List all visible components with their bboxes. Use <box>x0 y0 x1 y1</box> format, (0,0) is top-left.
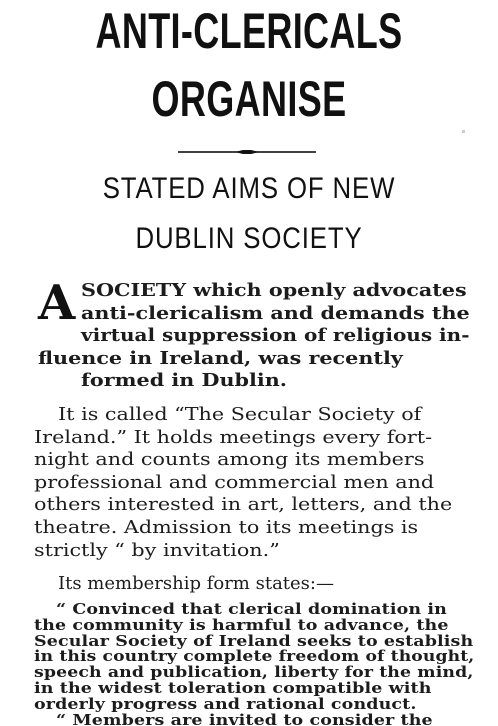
ornamental-rule <box>178 150 316 154</box>
headline-line-2: ORGANISE <box>151 71 347 127</box>
body-line: night and counts among its members <box>34 449 425 471</box>
lead-line: virtual suppression of religious in- <box>81 325 470 347</box>
lead-line: fluence in Ireland, was recently <box>38 347 403 369</box>
quote-line: speech and publication, liberty for the mind, <box>34 663 474 682</box>
subheadline-line-1: STATED AIMS OF NEW <box>102 172 396 205</box>
quote-line: orderly progress and rational conduct. <box>34 694 417 713</box>
quote-line: in this country complete freedom of thought, <box>34 647 475 666</box>
quote-line: “ Members are invited to consider the <box>56 710 433 726</box>
body-line: strictly “ by invitation.” <box>34 539 280 561</box>
quote-line: Secular Society of Ireland seeks to establish <box>34 631 474 650</box>
lead-line: formed in Dublin. <box>81 370 287 392</box>
quote-line: the community is harmful to advance, the <box>34 615 449 634</box>
quote-line: in the widest toleration compatible with <box>34 678 432 697</box>
quote-line: “ Convinced that clerical domination in <box>56 600 447 618</box>
lead-line: anti-clericalism and demands the <box>81 302 470 324</box>
lead-paragraph <box>38 275 470 393</box>
membership-intro: Its membership form states:— <box>58 573 334 594</box>
body-line: It is called “The Secular Society of <box>58 404 422 425</box>
headline-line-1: ANTI-CLERICALS <box>95 3 403 59</box>
body-line: others interested in art, letters, and the <box>34 494 453 516</box>
body-line: theatre. Admission to its meetings is <box>34 516 419 538</box>
drop-cap: A <box>38 275 76 331</box>
body-line: professional and commercial men and <box>34 471 435 493</box>
body-line: Ireland.” It holds meetings every fort- <box>34 426 433 448</box>
lead-line: SOCIETY which openly advocates <box>81 280 467 301</box>
quoted-form-text <box>34 602 474 726</box>
subheadline-line-2: DUBLIN SOCIETY <box>135 222 363 255</box>
body-paragraph <box>34 404 470 562</box>
scan-speck <box>462 130 465 133</box>
